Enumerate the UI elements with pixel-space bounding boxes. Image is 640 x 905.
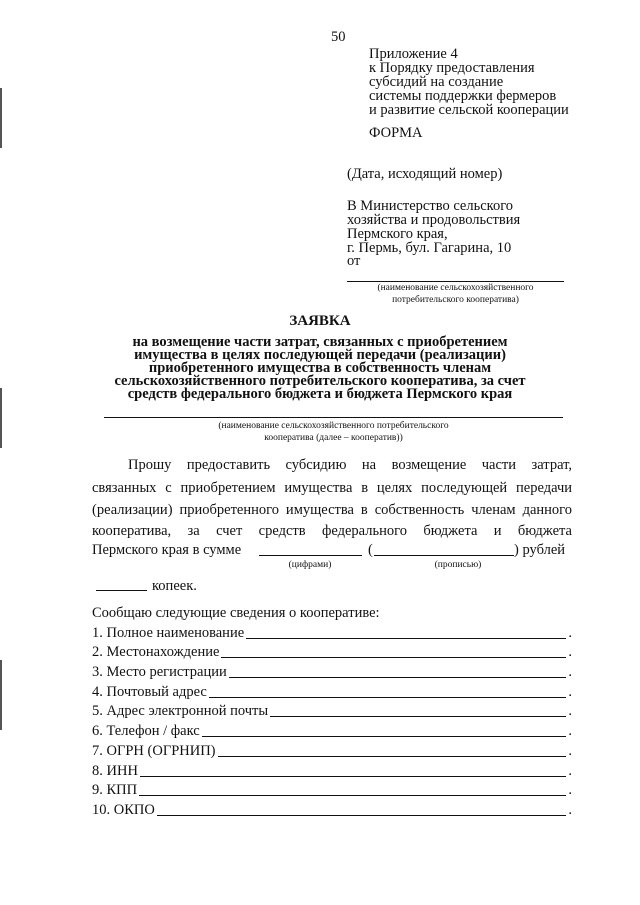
addressee-line: от [347,253,361,269]
cooperative-caption: (наименование сельскохозяйственного потребительского кооператива (далее – кооператив)) [218,421,449,443]
document-title: ЗАЯВКА [289,313,351,329]
field-registration-place: 3. Место регистрации . [92,664,572,680]
page-number: 50 [331,29,346,45]
appendix-line: субсидий на создание [369,74,504,90]
field-phone-fax: 6. Телефон / факс . [92,723,572,739]
field-input-line[interactable] [270,704,566,717]
kopecks-line [96,590,147,591]
subtitle-line: сельскохозяйственного потребительского кооператива, за счет [114,373,526,389]
subtitle-line: приобретенного имущества в собственность членам [148,360,492,376]
field-full-name: 1. Полное наименование . [92,625,572,641]
sum-prefix: Пермского края в сумме [92,542,242,558]
appendix-line: к Порядку предоставления [369,60,535,76]
field-input-line[interactable] [157,803,567,816]
subtitle-line: на возмещение части затрат, связанных с приобретением [132,334,508,350]
scan-edge-mark [0,88,2,148]
addressee-line: Пермского края, [347,226,448,242]
scan-edge-mark [0,660,2,730]
body-line: кооператива, за счет средств федерального бюджета и бюджета [92,523,572,539]
sum-words-line [374,555,514,556]
field-location: 2. Местонахождение . [92,644,572,660]
field-input-line[interactable] [218,744,567,757]
form-label: ФОРМА [369,125,423,141]
field-ogrn: 7. ОГРН (ОГРНИП) . [92,743,572,759]
addressee-line: В Министерство сельского [347,198,514,214]
body-line: связанных с приобретением имущества в целях последующей передачи [92,480,572,496]
field-input-line[interactable] [229,665,567,678]
sum-digits-line [259,555,362,556]
field-input-line[interactable] [139,783,566,796]
field-input-line[interactable] [246,626,566,639]
from-caption: (наименование сельскохозяйственного потребительского кооператива) [377,283,534,305]
field-kpp: 9. КПП . [92,782,572,798]
sum-paren-open: ( [368,542,373,558]
field-input-line[interactable] [209,685,567,698]
sum-suffix: ) рублей [514,542,566,558]
field-inn: 8. ИНН . [92,763,572,779]
cooperative-name-line [104,417,563,418]
field-input-line[interactable] [221,645,566,658]
kopecks-label: копеек. [152,578,197,594]
appendix-line: системы поддержки фермеров [369,88,557,104]
digits-caption: (цифрами) [288,560,332,570]
subtitle-line: средств федерального бюджета и бюджета Пермского края [127,386,513,402]
field-postal-address: 4. Почтовый адрес . [92,684,572,700]
appendix-line: и развитие сельской кооперации [369,102,569,118]
info-intro: Сообщаю следующие сведения о кооперативе: [92,605,380,621]
field-email: 5. Адрес электронной почты . [92,703,572,719]
appendix-line: Приложение 4 [369,46,458,62]
addressee-line: хозяйства и продовольствия [347,212,521,228]
subtitle-line: имущества в целях последующей передачи (реализации) [134,347,506,363]
words-caption: (прописью) [434,560,482,570]
addressee-line: г. Пермь, бул. Гагарина, 10 [347,240,512,256]
date-number: (Дата, исходящий номер) [347,166,503,182]
body-line: (реализации) приобретенного имущества в собственность членам данного [92,502,572,518]
field-okpo: 10. ОКПО . [92,802,572,818]
field-input-line[interactable] [202,724,567,737]
body-line: Прошу предоставить субсидию на возмещение части затрат, [128,457,572,473]
field-input-line[interactable] [140,764,566,777]
